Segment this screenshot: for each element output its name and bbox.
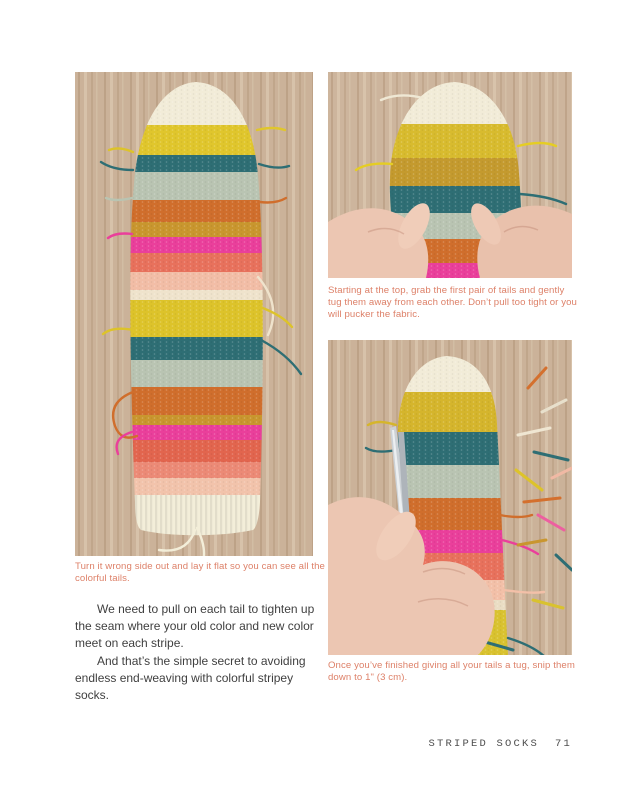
caption-hands-tugging: Starting at the top, grab the first pair of tails and gently tug them away from each other. Don’t pull too tight or you will pucker the fabric. <box>328 285 577 321</box>
footer-section-label: STRIPED SOCKS <box>428 738 539 750</box>
photo-hands-tugging <box>328 72 572 278</box>
sock-stripes <box>125 72 270 537</box>
caption-sock-flat: Turn it wrong side out and lay it flat so you can see all the colorful tails. <box>75 561 325 585</box>
body-text <box>75 601 316 704</box>
page-footer <box>428 738 572 750</box>
footer-page-number: 71 <box>554 738 572 750</box>
photo-sock-flat <box>75 72 313 556</box>
photo-snipping-tails <box>328 340 572 655</box>
paragraph: And that’s the simple secret to avoiding endless end-weaving with colorful stripey socks. <box>75 653 306 703</box>
caption-snipping-tails: Once you’ve finished giving all your tails a tug, snip them down to 1" (3 cm). <box>328 660 575 684</box>
paragraph: We need to pull on each tail to tighten up the seam where your old color and new color meet on each stripe. <box>75 602 315 651</box>
